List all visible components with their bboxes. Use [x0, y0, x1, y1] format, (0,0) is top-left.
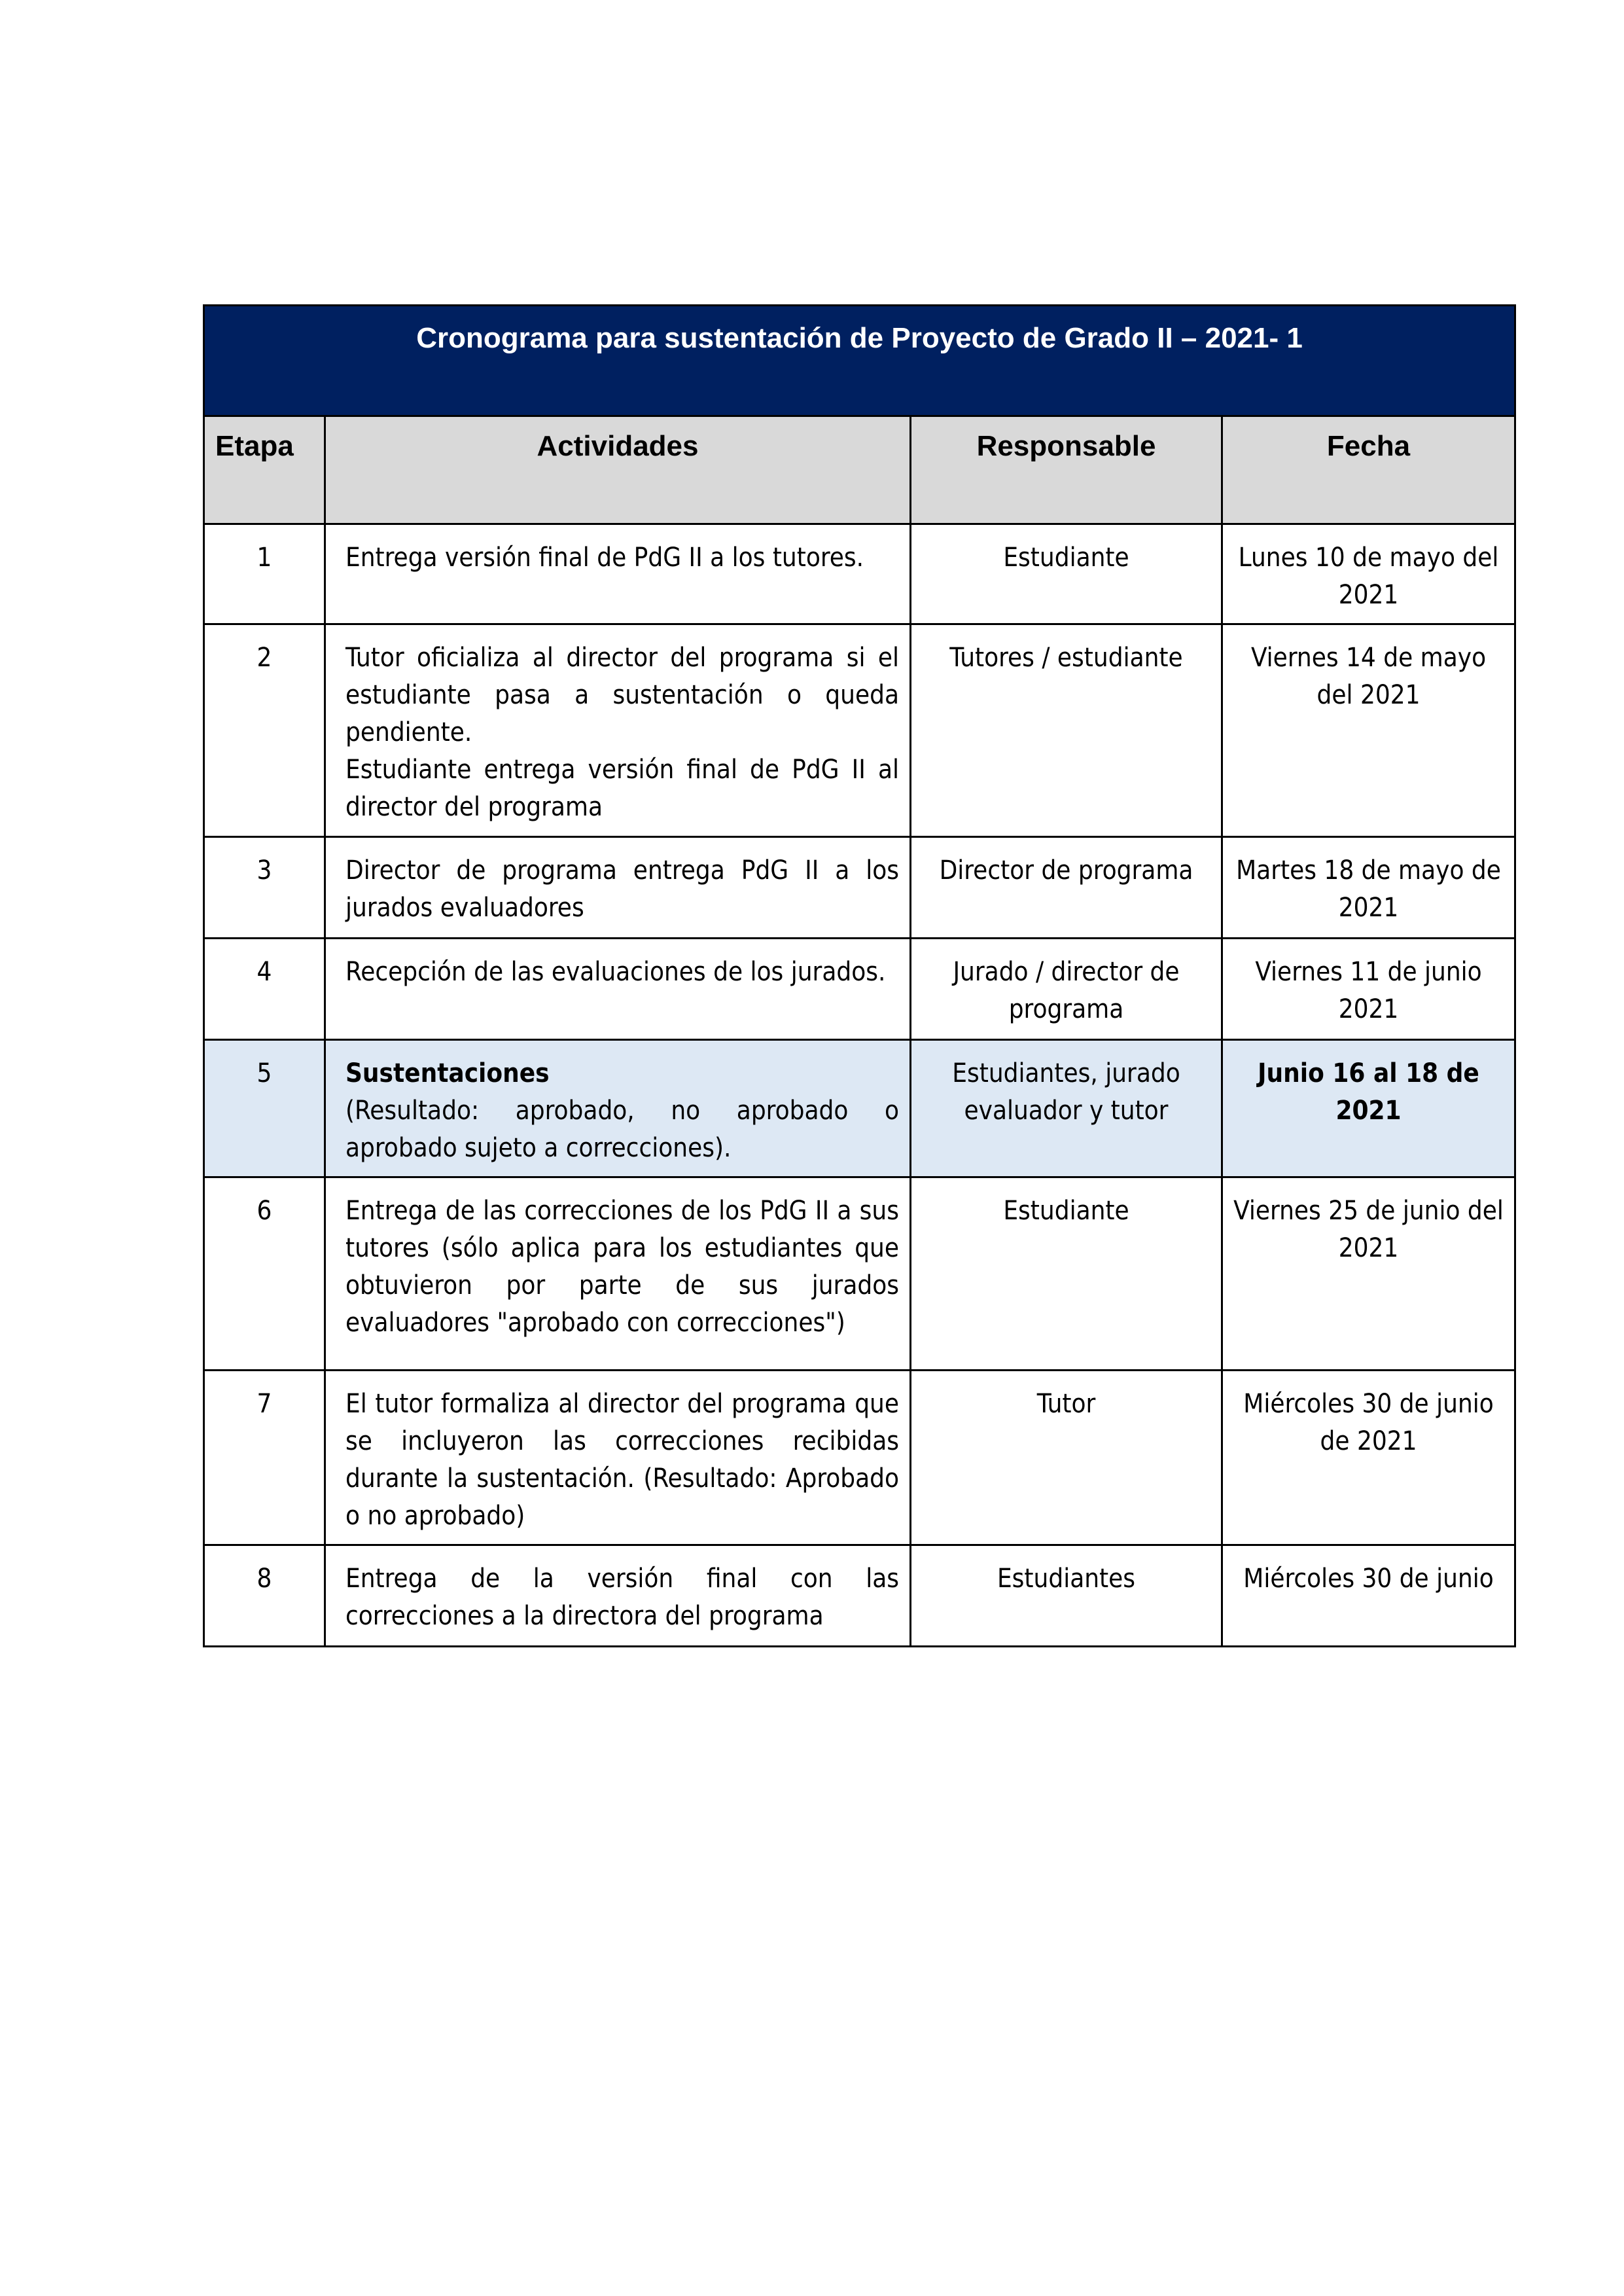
table-row: [204, 624, 1515, 837]
etapa-cell: 8: [204, 1545, 325, 1647]
fecha-cell: Viernes 11 de junio 2021: [1222, 939, 1515, 1040]
actividad-cell: [325, 624, 911, 837]
table-row: [204, 939, 1515, 1040]
actividad-cell: Entrega de las correcciones de los PdG II a sus tutores (sólo aplica para los estudiantes que obtuvieron por parte de sus jurados evaluadores "aprobado con correcciones"): [325, 1177, 911, 1371]
header-responsable: Responsable: [911, 416, 1222, 524]
fecha-cell: Miércoles 30 de junio de 2021: [1222, 1371, 1515, 1545]
responsable-cell: Jurado / director de programa: [911, 939, 1222, 1040]
etapa-cell: 6: [204, 1177, 325, 1371]
header-row: [204, 416, 1515, 524]
etapa-cell: 7: [204, 1371, 325, 1545]
fecha-cell: Miércoles 30 de junio: [1222, 1545, 1515, 1647]
etapa-cell: 2: [204, 624, 325, 837]
schedule-table: [203, 304, 1516, 1647]
etapa-cell: 5: [204, 1040, 325, 1177]
responsable-cell: Estudiantes: [911, 1545, 1222, 1647]
actividad-cell: Entrega de la versión final con las correcciones a la directora del programa: [325, 1545, 911, 1647]
table-row: [204, 1371, 1515, 1545]
responsable-cell: Estudiante: [911, 1177, 1222, 1371]
table-row-highlighted: [204, 1040, 1515, 1177]
title-row: [204, 306, 1515, 416]
responsable-cell: Director de programa: [911, 837, 1222, 939]
table-row: [204, 1545, 1515, 1647]
header-fecha: Fecha: [1222, 416, 1515, 524]
table-row: [204, 837, 1515, 939]
table-row: [204, 524, 1515, 624]
fecha-cell: Junio 16 al 18 de 2021: [1222, 1040, 1515, 1177]
actividad-cell: [325, 1040, 911, 1177]
header-actividades: Actividades: [325, 416, 911, 524]
responsable-cell: Estudiante: [911, 524, 1222, 624]
etapa-cell: 1: [204, 524, 325, 624]
actividad-cell: El tutor formaliza al director del programa que se incluyeron las correcciones recibidas durante la sustentación. (Resultado: Aprobado o no aprobado): [325, 1371, 911, 1545]
actividad-cell: Entrega versión final de PdG II a los tutores.: [325, 524, 911, 624]
etapa-cell: 4: [204, 939, 325, 1040]
responsable-cell: Tutores / estudiante: [911, 624, 1222, 837]
table-title: Cronograma para sustentación de Proyecto de Grado II – 2021- 1: [204, 306, 1515, 416]
table-row: [204, 1177, 1515, 1371]
responsable-cell: Tutor: [911, 1371, 1222, 1545]
actividad-text: Tutor oficializa al director del programa si el estudiante pasa a sustentación o queda pendiente.: [345, 643, 899, 747]
responsable-cell: Estudiantes, jurado evaluador y tutor: [911, 1040, 1222, 1177]
actividad-text: (Resultado: aprobado, no aprobado o aprobado sujeto a correcciones).: [345, 1096, 899, 1163]
header-etapa: Etapa: [204, 416, 325, 524]
fecha-cell: Lunes 10 de mayo del 2021: [1222, 524, 1515, 624]
fecha-cell: Martes 18 de mayo de 2021: [1222, 837, 1515, 939]
actividad-text-2: Estudiante entrega versión final de PdG II al director del programa: [345, 755, 899, 822]
actividad-cell: Director de programa entrega PdG II a los jurados evaluadores: [325, 837, 911, 939]
actividad-title: Sustentaciones: [345, 1058, 550, 1088]
actividad-cell: Recepción de las evaluaciones de los jurados.: [325, 939, 911, 1040]
fecha-cell: Viernes 14 de mayo del 2021: [1222, 624, 1515, 837]
etapa-cell: 3: [204, 837, 325, 939]
fecha-cell: Viernes 25 de junio del 2021: [1222, 1177, 1515, 1371]
